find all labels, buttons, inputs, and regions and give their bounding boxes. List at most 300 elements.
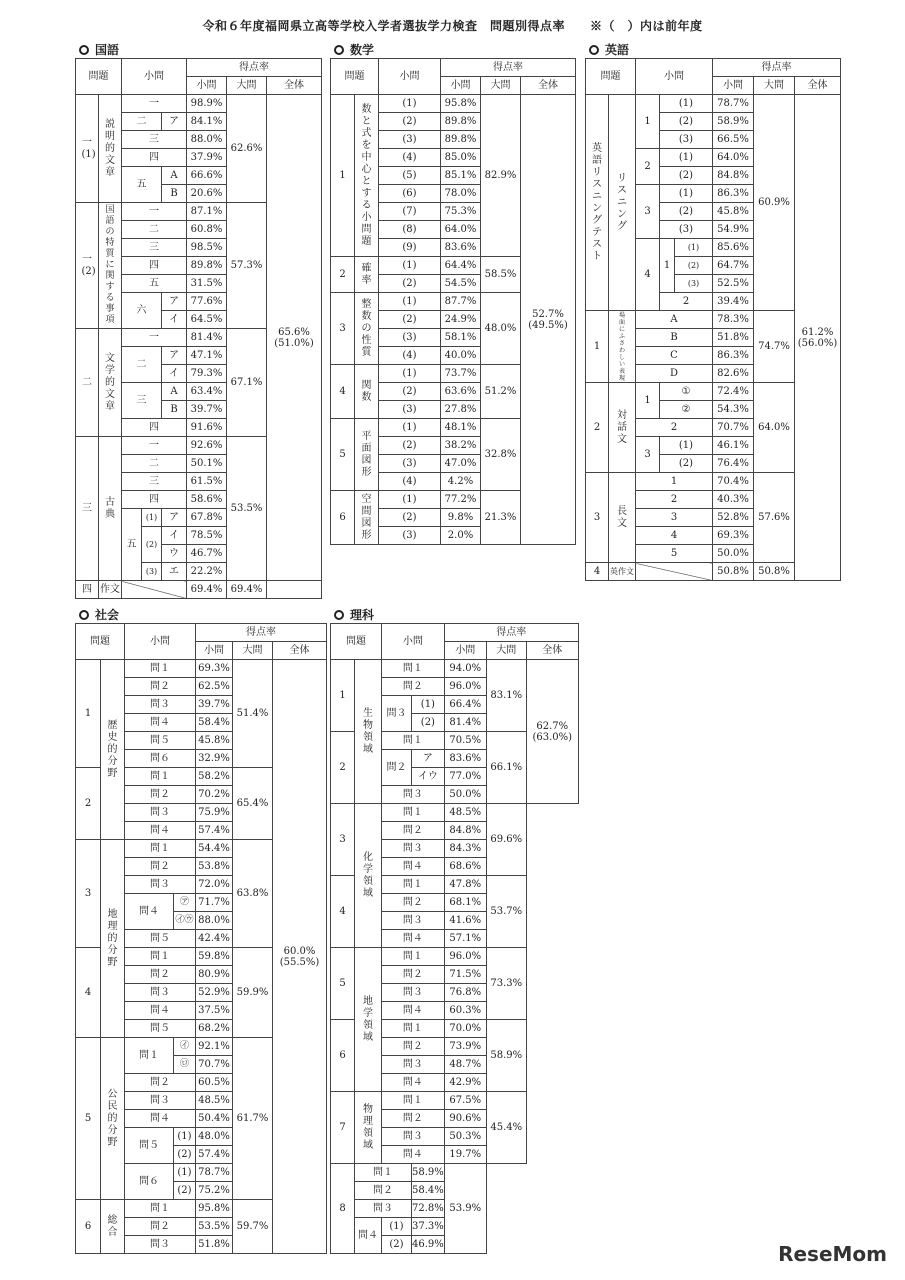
rate-cell: 51.8% [713,329,754,347]
item-label: 問５ [125,930,196,948]
rate-cell: 68.2% [196,1020,233,1038]
item-label: (4) [379,149,441,167]
rate-cell: 85.6% [713,239,754,257]
col-shomon: 小問 [122,59,187,95]
rate-cell: 42.4% [196,930,233,948]
category-label: 地理的分野 [101,840,125,1038]
item-label: 問３ [382,696,412,732]
eigo-total: 61.2% (56.0%) [795,95,841,581]
rate-cell: 59.8% [196,948,233,966]
col-shomon-rate: 小問 [441,77,481,95]
item-label: 問３ [382,840,445,858]
item-label: 一 [122,203,187,221]
item-label: D [636,365,713,383]
shakai-total: 60.0% (55.5%) [273,660,327,1254]
circle-icon [334,45,344,55]
rate-cell: 50.4% [196,1110,233,1128]
rate-cell: 77.0% [444,768,486,786]
rate-cell: 70.4% [713,473,754,491]
rate-cell: 52.8% [713,509,754,527]
rate-cell: 46.9% [412,1236,445,1254]
item-label: 三 [122,131,187,149]
item-label: 問３ [382,786,445,804]
col-mondai: 問題 [331,624,382,660]
item-label: 2 [636,419,713,437]
daimon-rate: 53.5% [227,437,267,581]
rate-cell: 70.7% [196,1056,233,1074]
col-zentai-rate: 全体 [267,77,322,95]
item-label: (1) [379,257,441,275]
item-label: ア [162,113,187,131]
daimon-rate: 62.6% [227,95,267,203]
daimon-rate: 61.7% [233,1038,273,1200]
col-daimon-rate: 大問 [754,77,795,95]
item-label: 二 [122,221,187,239]
daimon-rate: 69.6% [486,804,526,876]
rate-cell: 70.7% [713,419,754,437]
rate-cell: 80.9% [196,966,233,984]
rate-cell: 77.2% [441,491,481,509]
rate-cell: 50.8% [713,563,754,581]
rate-cell: 70.2% [196,786,233,804]
item-label: (2) [660,113,713,131]
daimon-rate: 67.1% [227,329,267,437]
item-label: ウ [162,545,187,563]
rate-cell: 61.5% [187,473,227,491]
item-label: 問３ [125,876,196,894]
item-label: 1 [636,473,713,491]
rate-cell: 37.3% [412,1218,445,1236]
daimon-rate: 65.4% [233,768,273,840]
rate-cell: 66.4% [444,696,486,714]
item-label: 問５ [125,732,196,750]
mondai-label: 一(1) [76,95,99,203]
mondai-label: 2 [331,732,355,804]
category-label: 生物領域 [355,660,382,804]
item-label: (1) [174,1164,196,1182]
item-label: 五 [122,167,162,203]
mondai-label: 2 [586,383,609,473]
item-label: 2 [636,491,713,509]
daimon-rate: 66.1% [486,732,526,804]
item-label: 三 [122,239,187,257]
item-label: (1) [174,1128,196,1146]
item-label: 問３ [382,912,445,930]
daimon-rate: 64.0% [754,383,795,473]
mondai-label: 4 [331,876,355,948]
rate-cell: 53.5% [196,1218,233,1236]
item-label: A [636,311,713,329]
daimon-rate: 74.7% [754,311,795,383]
rate-cell: 60.5% [196,1074,233,1092]
item-label: (1) [412,696,445,714]
item-label: 問３ [382,984,445,1002]
rate-cell: 64.7% [713,257,754,275]
rate-cell: 37.9% [187,149,227,167]
item-label: 問２ [125,858,196,876]
item-label: (2) [660,167,713,185]
item-label: 問５ [125,1020,196,1038]
category-label: 物理領域 [355,1092,382,1164]
resemom-logo: ReseMom [778,1242,887,1266]
rate-cell: 70.0% [444,1020,486,1038]
item-label: 問３ [382,1128,445,1146]
rate-cell: 84.8% [713,167,754,185]
category-label: 英作文 [609,563,636,581]
mondai-label: 5 [331,948,355,1020]
rate-cell: 40.0% [441,347,481,365]
mondai-label: 3 [331,293,355,365]
rate-cell: 91.6% [187,419,227,437]
item-label: 問２ [125,678,196,696]
rate-cell: 86.3% [713,185,754,203]
rate-cell: 39.7% [196,696,233,714]
rate-cell: 78.3% [713,311,754,329]
rate-cell: 71.5% [444,966,486,984]
category-label: 歴史的分野 [101,660,125,840]
rate-cell: 53.8% [196,858,233,876]
mondai-label: 三 [76,437,99,581]
item-label: (2) [382,1236,412,1254]
rate-cell: 78.7% [713,95,754,113]
daimon-rate: 69.4% [227,581,267,599]
item-label: 三 [122,473,187,491]
rate-cell: 27.8% [441,401,481,419]
rate-cell: 2.0% [441,527,481,545]
item-label: 問５ [125,1128,174,1164]
rate-cell: 85.0% [441,149,481,167]
item-label: 問２ [355,1182,412,1200]
shakai-table [75,623,327,1254]
item-label: イ [162,311,187,329]
kokugo-total: 65.6% (51.0%) [267,95,322,581]
mondai-label: 3 [586,473,609,563]
mondai-label: 6 [331,491,355,545]
item-label: 問３ [125,1092,196,1110]
category-label: 整数の性質 [355,293,379,365]
rate-cell: 69.3% [713,527,754,545]
item-label: 問１ [125,768,196,786]
rate-cell: 92.1% [196,1038,233,1056]
rate-cell: 19.7% [444,1146,486,1164]
mondai-label: 3 [76,840,101,948]
sugaku-heading: 数学 [334,42,576,58]
rate-cell: 40.3% [713,491,754,509]
item-label: (1) [660,149,713,167]
col-daimon-rate: 大問 [481,77,521,95]
rate-cell: 96.0% [444,678,486,696]
col-zentai-rate: 全体 [526,642,578,660]
item-label: 問１ [125,840,196,858]
item-label: (2) [675,257,713,275]
daimon-rate: 53.9% [444,1164,486,1254]
daimon-rate: 48.0% [481,293,521,365]
rate-cell: 51.8% [196,1236,233,1254]
rate-cell: 37.5% [196,1002,233,1020]
item-label: 二 [122,455,187,473]
item-label: (1) [382,1218,412,1236]
item-label: 問４ [382,1146,445,1164]
col-rate: 得点率 [187,59,322,77]
col-rate: 得点率 [441,59,576,77]
rate-cell: 79.3% [187,365,227,383]
rate-cell: 54.4% [196,840,233,858]
rate-cell: 98.9% [187,95,227,113]
item-label: 四 [122,491,187,509]
rate-cell: 58.6% [187,491,227,509]
item-label: ア [162,293,187,311]
rate-cell: 54.3% [713,401,754,419]
mondai-label: 2 [76,768,101,840]
daimon-rate: 57.3% [227,203,267,329]
rate-cell: 64.4% [441,257,481,275]
col-daimon-rate: 大問 [486,642,526,660]
rate-cell: 60.3% [444,1002,486,1020]
item-label: 四 [122,257,187,275]
daimon-rate: 21.3% [481,491,521,545]
category-label: 平面図形 [355,419,379,491]
item-label: (2) [174,1146,196,1164]
rate-cell: 81.4% [187,329,227,347]
col-mondai: 問題 [76,59,122,95]
rate-cell: 39.4% [713,293,754,311]
mondai-label: 7 [331,1092,355,1164]
item-label: 問４ [382,930,445,948]
item-label: (1) [379,365,441,383]
rate-cell: 58.4% [412,1182,445,1200]
rate-cell: 48.5% [444,804,486,822]
rate-cell: 58.1% [441,329,481,347]
rate-cell: 72.0% [196,876,233,894]
item-label: 問１ [382,804,445,822]
rate-cell: 4.2% [441,473,481,491]
rate-cell: 31.5% [187,275,227,293]
rika-section [330,607,579,1254]
col-rate: 得点率 [713,59,841,77]
mondai-label: 一(2) [76,203,99,329]
item-label: 四 [122,149,187,167]
item-label: 問１ [382,1092,445,1110]
category-label: 数と式を中心とする小問題 [355,95,379,257]
category-label: 文学的文章 [99,329,122,437]
item-label: 問４ [382,1002,445,1020]
rate-cell: 38.2% [441,437,481,455]
rate-cell: 87.1% [187,203,227,221]
item-label: (1) [379,95,441,113]
item-label: 問２ [125,786,196,804]
rate-cell: 32.9% [196,750,233,768]
col-daimon-rate: 大問 [233,642,273,660]
rate-cell: 83.6% [441,239,481,257]
daimon-rate: 82.9% [481,95,521,257]
daimon-rate: 59.9% [233,948,273,1038]
mondai-label: 1 [76,660,101,768]
item-label: (4) [379,347,441,365]
item-label: B [162,401,187,419]
rate-cell: 66.5% [713,131,754,149]
rate-cell: 42.9% [444,1074,486,1092]
rate-cell: 94.0% [444,660,486,678]
item-label: ア [162,347,187,365]
mondai-label: 二 [76,329,99,437]
daimon-rate: 53.7% [486,876,526,948]
daimon-rate: 51.4% [233,660,273,768]
item-label: 1 [636,383,660,419]
item-label: (2) [379,113,441,131]
rate-cell: 58.9% [713,113,754,131]
rika-table [330,623,579,1254]
item-label: 五 [122,509,142,581]
rate-cell: 78.7% [196,1164,233,1182]
item-label: 問１ [382,876,445,894]
kokugo-section [75,42,322,599]
rate-cell: 47.8% [444,876,486,894]
rika-heading: 理科 [334,607,579,623]
col-shomon-rate: 小問 [713,77,754,95]
rate-cell: 64.0% [441,221,481,239]
col-zentai-rate: 全体 [273,642,327,660]
table-row [331,804,579,822]
category-label: 対話文 [609,383,636,473]
rate-cell: 47.1% [187,347,227,365]
rate-cell: 66.6% [187,167,227,185]
rate-cell: 78.5% [187,527,227,545]
rate-cell: 58.9% [412,1164,445,1182]
rate-cell: 75.9% [196,804,233,822]
rate-cell: 52.9% [196,984,233,1002]
rate-cell: 76.8% [444,984,486,1002]
rate-cell: 76.4% [713,455,754,473]
item-label: 問６ [125,1164,174,1200]
rate-cell: 84.1% [187,113,227,131]
category-label: 場面にふさわしい表現 [609,311,636,383]
rate-cell: 39.7% [187,401,227,419]
category-label: 作文 [99,581,122,599]
daimon-rate: 59.7% [233,1200,273,1254]
item-label: ② [660,401,713,419]
item-label: 問１ [125,660,196,678]
col-shomon-rate: 小問 [196,642,233,660]
category-label: リスニング [609,95,636,311]
item-label: 問１ [382,948,445,966]
category-label: 関数 [355,365,379,419]
category-label: 空間図形 [355,491,379,545]
item-label: (3) [379,329,441,347]
item-label: 2 [660,293,713,311]
rate-cell: 64.0% [713,149,754,167]
item-label: ア [412,750,445,768]
item-label: エ [162,563,187,581]
item-label: (2) [379,311,441,329]
rate-cell: 62.5% [196,678,233,696]
category-label: 国語の特質に関する事項 [99,203,122,329]
item-label: 問４ [382,1074,445,1092]
mondai-label: 4 [586,563,609,581]
item-label: 1 [660,239,675,293]
item-label: 問３ [125,804,196,822]
item-label: イ [162,527,187,545]
col-shomon: 小問 [636,59,713,95]
item-label: (3) [379,455,441,473]
item-label: 問２ [382,750,412,786]
item-label: (9) [379,239,441,257]
mondai-label: 英語リスニングテスト [586,95,609,311]
rate-cell: 45.8% [196,732,233,750]
item-label: A [162,167,187,185]
category-label: 説明的文章 [99,95,122,203]
rate-cell: 50.3% [444,1128,486,1146]
rate-cell: 90.6% [444,1110,486,1128]
item-label: 問１ [125,948,196,966]
rate-cell: 69.3% [196,660,233,678]
daimon-rate: 51.2% [481,365,521,419]
item-label: 六 [122,293,162,329]
item-label: 問３ [125,984,196,1002]
item-label: (6) [379,185,441,203]
rate-cell: 89.8% [187,257,227,275]
rate-cell: 47.0% [441,455,481,473]
rate-cell: 41.6% [444,912,486,930]
col-zentai-rate: 全体 [795,77,841,95]
item-label: 五 [122,275,187,293]
col-shomon-rate: 小問 [444,642,486,660]
daimon-rate: 57.6% [754,473,795,563]
rate-cell: 73.7% [441,365,481,383]
rate-cell: 68.1% [444,894,486,912]
rate-cell: 73.9% [444,1038,486,1056]
rate-cell: 67.8% [187,509,227,527]
item-label: ア [162,509,187,527]
rate-cell: 98.5% [187,239,227,257]
item-label: 3 [636,509,713,527]
rika-total: 62.7% (63.0%) [526,660,578,804]
col-shomon: 小問 [382,624,445,660]
mondai-label: 5 [331,419,355,491]
item-label: イ [162,365,187,383]
item-label: (1) [379,491,441,509]
rate-cell: 50.0% [444,786,486,804]
rate-cell: 67.5% [444,1092,486,1110]
item-label: 問４ [382,858,445,876]
rate-cell: 54.9% [713,221,754,239]
col-daimon-rate: 大問 [227,77,267,95]
item-label: 問２ [125,1074,196,1092]
rate-cell: 57.1% [444,930,486,948]
eigo-section [585,42,841,581]
item-label: 問１ [382,1020,445,1038]
item-label: 一 [122,437,187,455]
rate-cell: 20.6% [187,185,227,203]
rate-cell: 89.8% [441,113,481,131]
item-label: B [636,329,713,347]
item-label: (1) [142,509,162,527]
rate-cell: 72.8% [412,1200,445,1218]
category-label: 公民的分野 [101,1038,125,1200]
rate-cell: 46.1% [713,437,754,455]
item-label: (2) [379,509,441,527]
item-label: (8) [379,221,441,239]
category-label: 総合 [101,1200,125,1254]
item-label: (3) [379,527,441,545]
mondai-label: 四 [76,581,99,599]
rate-cell: 78.0% [441,185,481,203]
daimon-rate: 58.9% [486,1020,526,1092]
mondai-label: 1 [331,660,355,732]
item-label: (1) [660,185,713,203]
item-label: 問４ [125,822,196,840]
rate-cell: 75.3% [441,203,481,221]
item-label: 問４ [355,1218,382,1254]
